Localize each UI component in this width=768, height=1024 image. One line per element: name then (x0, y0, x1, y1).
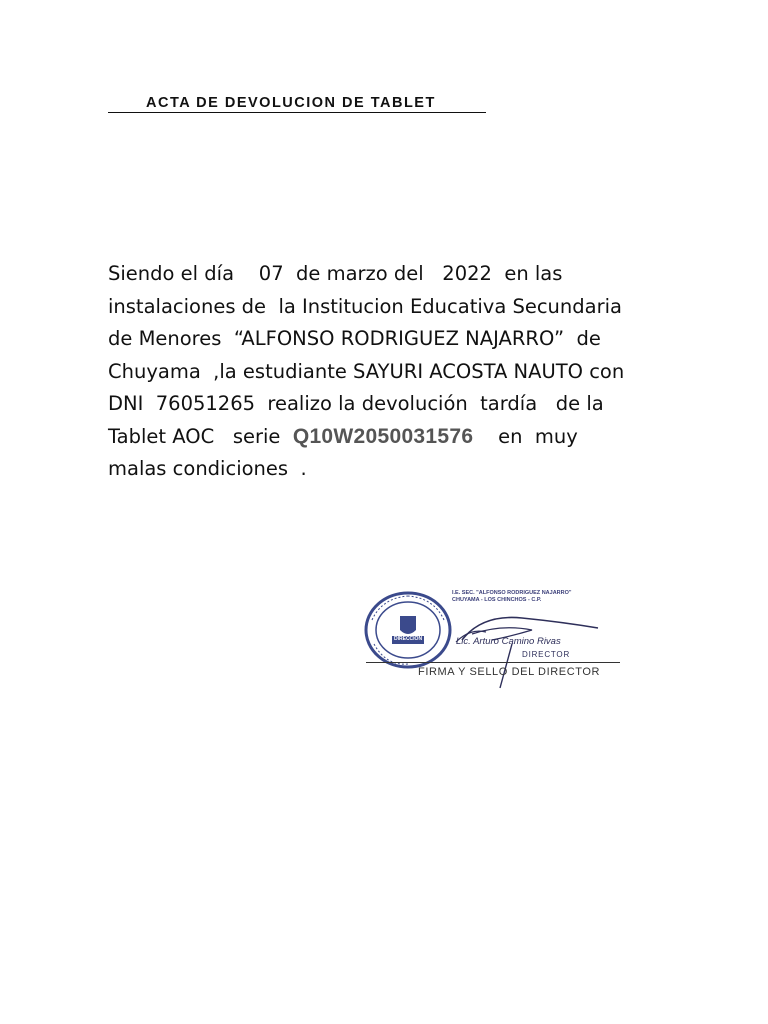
seal-label: DIRECCION (394, 636, 423, 642)
tablet-serial-number: Q10W2050031576 (292, 424, 474, 448)
stamp-header-line-1: I.E. SEC. "ALFONSO RODRIGUEZ NAJARRO" (452, 590, 572, 596)
body-line-6-end: en muy (473, 424, 578, 448)
signature-line (366, 662, 620, 663)
body-line-4: Chuyama ,la estudiante SAYURI ACOSTA NAUTO con (108, 359, 625, 383)
body-line-6-start: Tablet AOC serie (108, 424, 293, 448)
body-line-1: Siendo el día 07 de marzo del 2022 en las (108, 262, 563, 285)
signature-caption: FIRMA Y SELLO DEL DIRECTOR (418, 666, 601, 678)
body-line-7: malas condiciones . (108, 457, 307, 480)
director-name: Lic. Arturo Camino Rivas (456, 636, 561, 647)
body-line-5: DNI 76051265 realizo la devolución tardía de la (108, 392, 604, 415)
document-body (108, 258, 668, 486)
document-title (108, 95, 486, 113)
body-line-2: instalaciones de la Institucion Educativa Secundaria (108, 294, 622, 318)
director-role: DIRECTOR (522, 650, 571, 659)
stamp-header-line-2: CHUYAMA - LOS CHINCHOS - C.P. (452, 597, 542, 603)
body-line-6 (108, 421, 668, 454)
body-line-3: de Menores “ALFONSO RODRIGUEZ NAJARRO” de (108, 327, 601, 350)
document-title-text: ACTA DE DEVOLUCION DE TABLET (146, 95, 436, 111)
signature-block (362, 584, 624, 694)
